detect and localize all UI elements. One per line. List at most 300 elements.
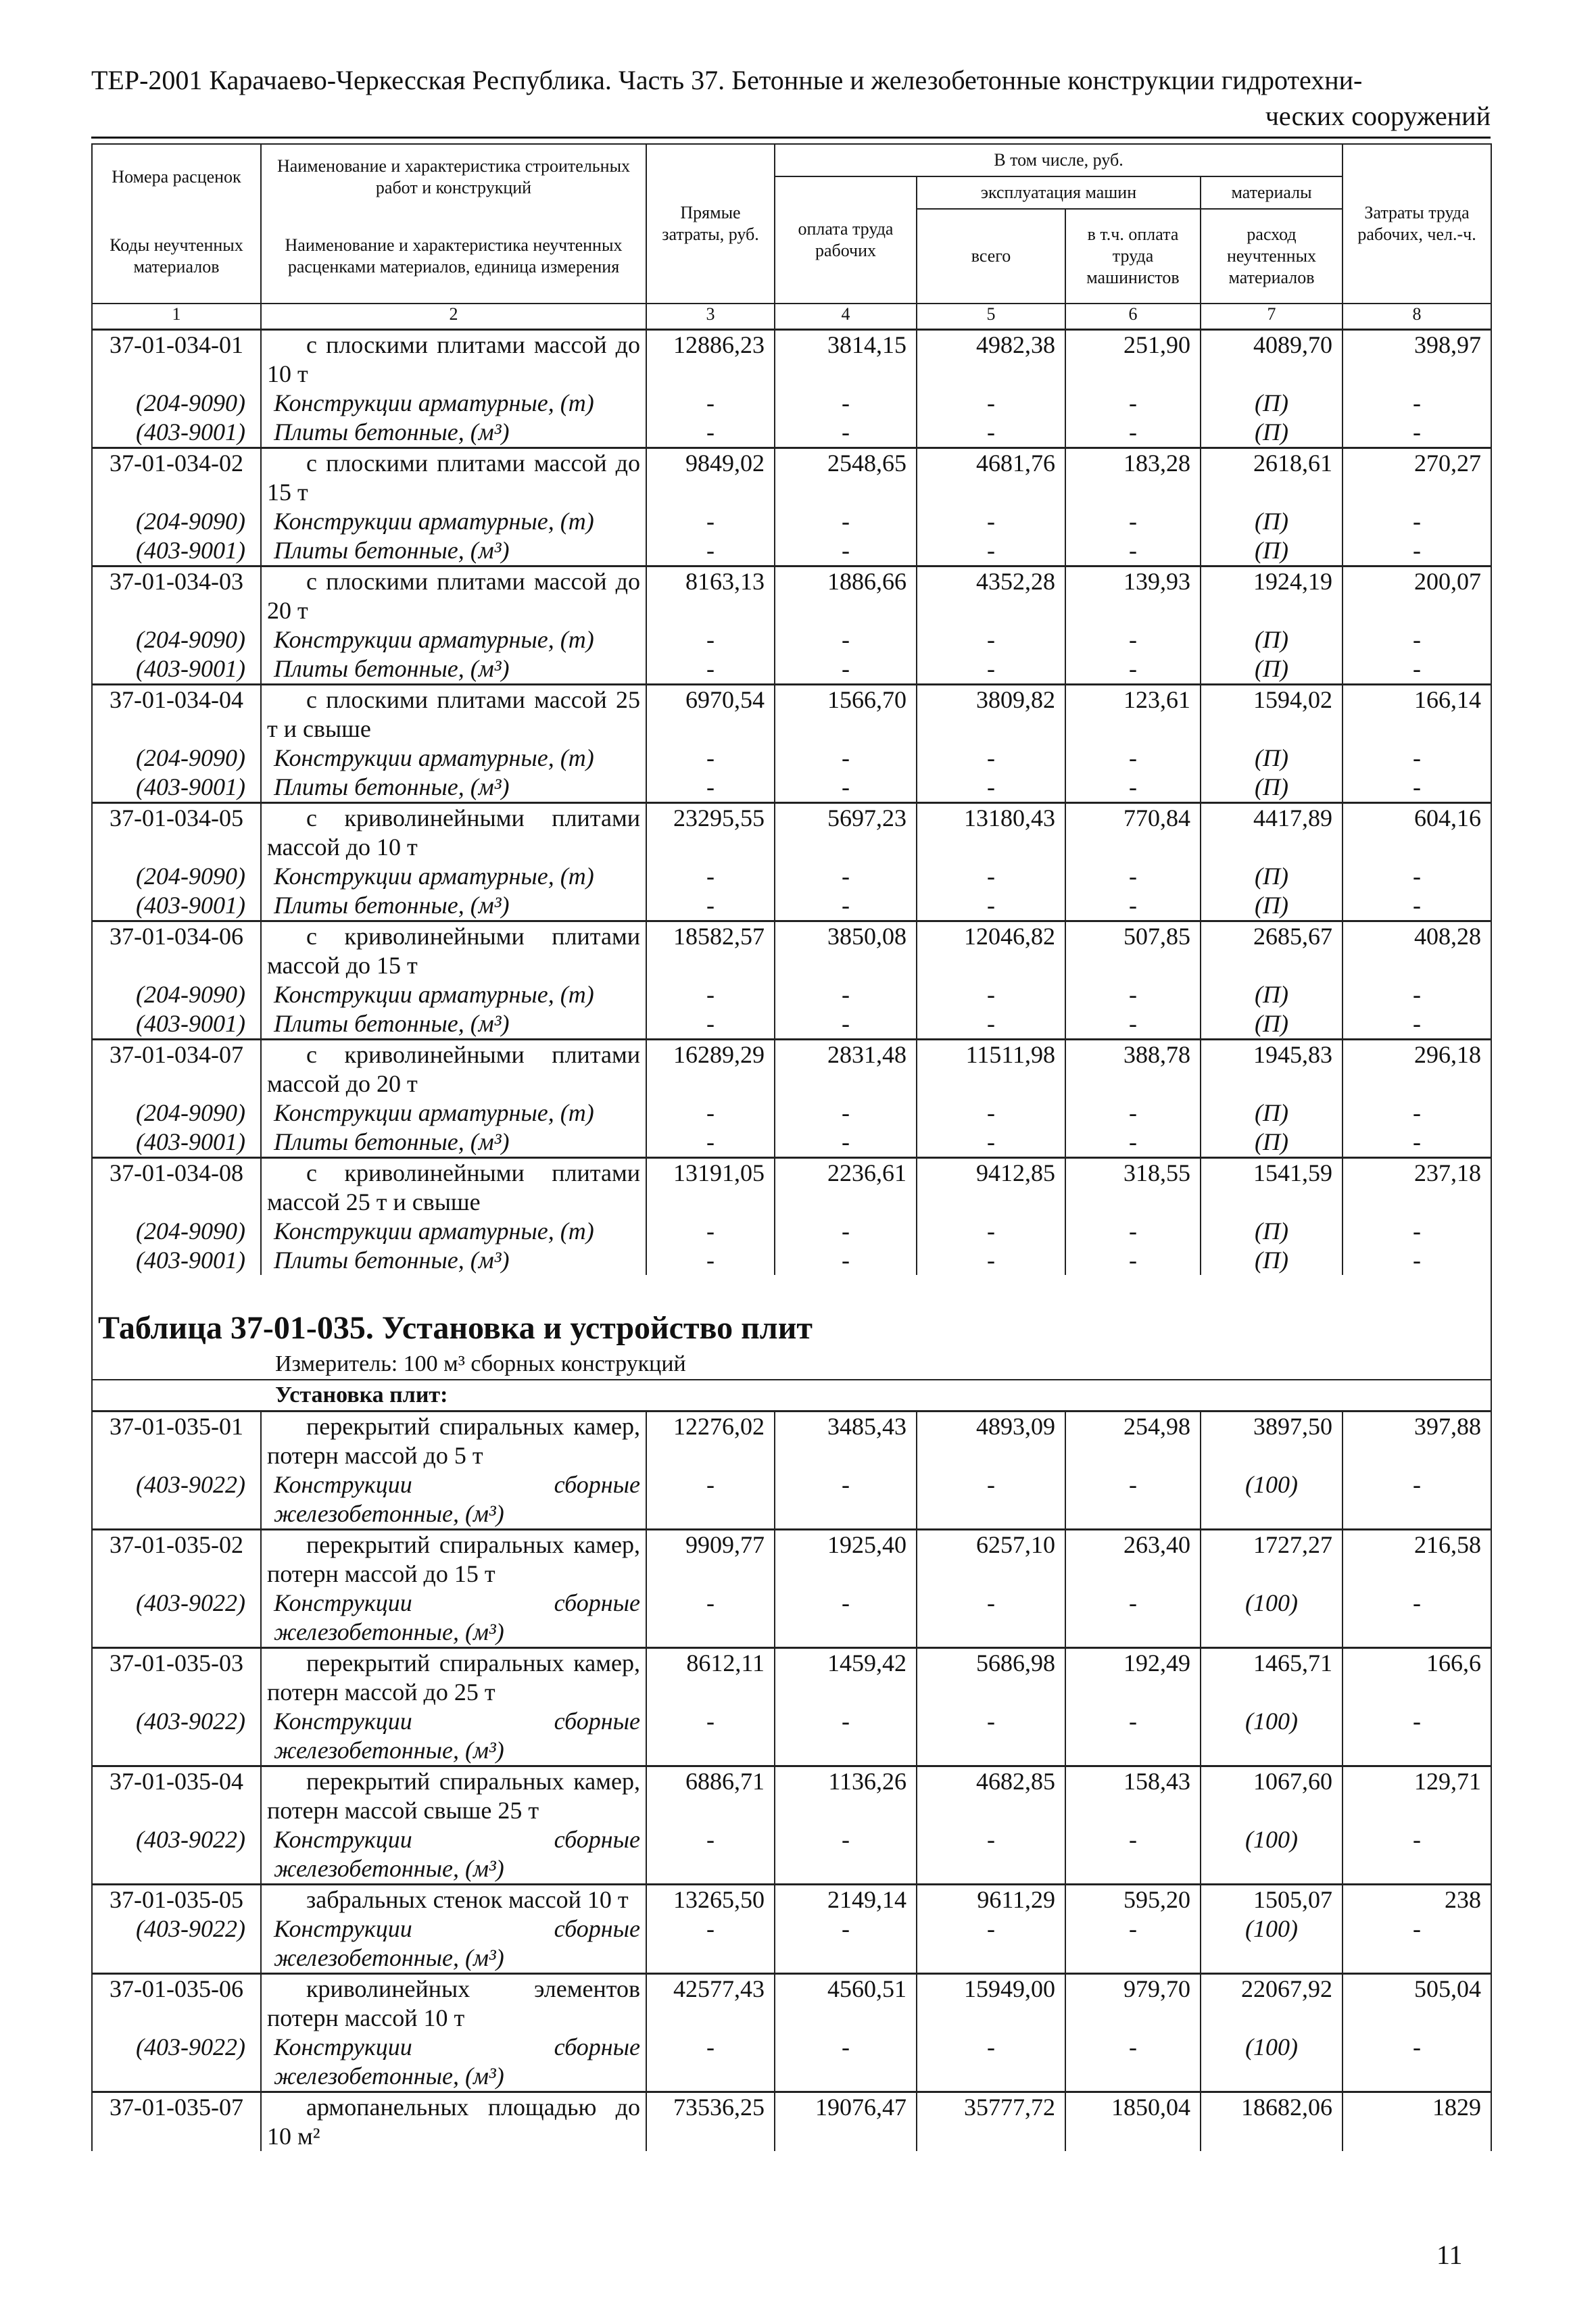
empty-dash: - xyxy=(1343,980,1491,1009)
labor-wages: 5697,23 xyxy=(775,803,917,863)
machine-costs: 5686,98 xyxy=(917,1648,1065,1708)
material-name: Плиты бетонные, (м³) xyxy=(261,1246,646,1275)
empty-dash: - xyxy=(1343,654,1491,685)
machine-costs: 3809,82 xyxy=(917,685,1065,744)
operator-wages: 318,55 xyxy=(1065,1158,1201,1217)
labor-wages: 1566,70 xyxy=(775,685,917,744)
table-row xyxy=(92,1412,1491,1471)
rate-code: 37-01-034-03 xyxy=(92,566,261,626)
empty-dash: - xyxy=(775,1009,917,1040)
header-machines: эксплуатация машин xyxy=(917,176,1201,209)
operator-wages: 254,98 xyxy=(1065,1412,1201,1471)
direct-costs: 12276,02 xyxy=(646,1412,775,1471)
empty-dash: - xyxy=(1343,1825,1491,1885)
direct-costs: 6886,71 xyxy=(646,1766,775,1826)
empty-dash: - xyxy=(775,891,917,921)
labor-hours: 398,97 xyxy=(1343,330,1491,389)
material-name: Плиты бетонные, (м³) xyxy=(261,773,646,803)
material-name: Конструкции сборные железобетонные, (м³) xyxy=(261,1589,646,1648)
empty-dash: - xyxy=(646,418,775,448)
material-name: Конструкции арматурные, (т) xyxy=(261,862,646,891)
empty-dash: - xyxy=(1343,507,1491,536)
operator-wages: 388,78 xyxy=(1065,1040,1201,1099)
empty-dash: - xyxy=(917,2033,1065,2092)
material-costs: 4089,70 xyxy=(1201,330,1343,389)
empty-dash: - xyxy=(775,1707,917,1766)
empty-dash: - xyxy=(1065,1589,1201,1648)
material-name: Плиты бетонные, (м³) xyxy=(261,1128,646,1158)
material-code: (403-9022) xyxy=(92,2033,261,2092)
page-title-line-2: ческих сооружений xyxy=(1265,101,1491,131)
material-quantity: (П) xyxy=(1201,625,1343,654)
empty-dash: - xyxy=(646,773,775,803)
empty-dash: - xyxy=(917,773,1065,803)
work-description: перекрытий спиральных камер, потерн массой до 15 т xyxy=(261,1530,646,1589)
material-name: Плиты бетонные, (м³) xyxy=(261,891,646,921)
rate-code: 37-01-035-04 xyxy=(92,1766,261,1826)
material-quantity: (П) xyxy=(1201,980,1343,1009)
column-number: 7 xyxy=(1201,304,1343,330)
labor-hours: 166,6 xyxy=(1343,1648,1491,1708)
direct-costs: 16289,29 xyxy=(646,1040,775,1099)
empty-dash: - xyxy=(775,507,917,536)
column-number: 8 xyxy=(1343,304,1491,330)
empty-dash: - xyxy=(775,1914,917,1974)
header-col3: Прямые затраты, руб. xyxy=(646,144,775,304)
empty-dash: - xyxy=(1343,1009,1491,1040)
material-code: (403-9022) xyxy=(92,1914,261,1974)
material-row xyxy=(92,1246,1491,1275)
empty-dash: - xyxy=(775,2033,917,2092)
labor-hours: 200,07 xyxy=(1343,566,1491,626)
empty-dash: - xyxy=(1343,536,1491,566)
empty-dash: - xyxy=(775,744,917,773)
empty-dash: - xyxy=(917,536,1065,566)
material-name: Конструкции сборные железобетонные, (м³) xyxy=(261,1825,646,1885)
labor-hours: 604,16 xyxy=(1343,803,1491,863)
table-row xyxy=(92,803,1491,863)
direct-costs: 6970,54 xyxy=(646,685,775,744)
header-col1-top: Номера расценок xyxy=(92,144,261,209)
header-col2-top: Наименование и характеристика строительных работ и конструкций xyxy=(261,144,646,209)
column-number: 6 xyxy=(1065,304,1201,330)
empty-dash: - xyxy=(1343,773,1491,803)
rate-code: 37-01-034-08 xyxy=(92,1158,261,1217)
table-row xyxy=(92,1885,1491,1915)
material-quantity: (100) xyxy=(1201,1914,1343,1974)
table-row xyxy=(92,330,1491,389)
labor-wages: 3485,43 xyxy=(775,1412,917,1471)
empty-dash: - xyxy=(646,389,775,418)
rate-code: 37-01-034-05 xyxy=(92,803,261,863)
empty-dash: - xyxy=(917,418,1065,448)
material-quantity: (П) xyxy=(1201,507,1343,536)
empty-dash: - xyxy=(646,654,775,685)
empty-dash: - xyxy=(917,1217,1065,1246)
material-row xyxy=(92,507,1491,536)
material-costs: 2685,67 xyxy=(1201,921,1343,981)
material-row xyxy=(92,744,1491,773)
empty-dash: - xyxy=(1065,625,1201,654)
title-rule xyxy=(91,137,1491,139)
empty-dash: - xyxy=(1343,891,1491,921)
empty-dash: - xyxy=(1065,654,1201,685)
page-title xyxy=(91,62,1491,134)
material-row xyxy=(92,1589,1491,1648)
column-number: 5 xyxy=(917,304,1065,330)
machine-costs: 15949,00 xyxy=(917,1974,1065,2033)
material-quantity: (П) xyxy=(1201,773,1343,803)
material-row xyxy=(92,536,1491,566)
work-description: с криволинейными плитами массой до 15 т xyxy=(261,921,646,981)
machine-costs: 4352,28 xyxy=(917,566,1065,626)
header-col2-bottom: Наименование и характеристика неучтенных расценками материалов, единица измерения xyxy=(261,209,646,304)
material-costs: 1727,27 xyxy=(1201,1530,1343,1589)
operator-wages: 123,61 xyxy=(1065,685,1201,744)
price-table xyxy=(91,143,1492,2151)
work-description: с плоскими плитами массой до 20 т xyxy=(261,566,646,626)
empty-dash: - xyxy=(1065,773,1201,803)
work-description: перекрытий спиральных камер, потерн массой до 5 т xyxy=(261,1412,646,1471)
direct-costs: 73536,25 xyxy=(646,2092,775,2152)
material-name: Плиты бетонные, (м³) xyxy=(261,536,646,566)
empty-dash: - xyxy=(646,625,775,654)
empty-dash: - xyxy=(646,536,775,566)
work-description: армопанельных площадью до 10 м² xyxy=(261,2092,646,2152)
empty-dash: - xyxy=(917,1707,1065,1766)
column-number: 3 xyxy=(646,304,775,330)
material-quantity: (100) xyxy=(1201,2033,1343,2092)
empty-dash: - xyxy=(1343,1707,1491,1766)
empty-dash: - xyxy=(917,1009,1065,1040)
material-name: Конструкции арматурные, (т) xyxy=(261,507,646,536)
labor-wages: 4560,51 xyxy=(775,1974,917,2033)
material-code: (204-9090) xyxy=(92,1099,261,1128)
empty-dash: - xyxy=(1065,1825,1201,1885)
material-code: (403-9022) xyxy=(92,1589,261,1648)
labor-hours: 1829 xyxy=(1343,2092,1491,2152)
machine-costs: 11511,98 xyxy=(917,1040,1065,1099)
material-row xyxy=(92,1217,1491,1246)
labor-wages: 3814,15 xyxy=(775,330,917,389)
empty-dash: - xyxy=(1065,1009,1201,1040)
work-description: с криволинейными плитами массой до 20 т xyxy=(261,1040,646,1099)
rate-code: 37-01-034-01 xyxy=(92,330,261,389)
empty-dash: - xyxy=(775,536,917,566)
header-group: В том числе, руб. xyxy=(775,144,1343,176)
operator-wages: 1850,04 xyxy=(1065,2092,1201,2152)
operator-wages: 595,20 xyxy=(1065,1885,1201,1915)
empty-dash: - xyxy=(917,1470,1065,1530)
empty-dash: - xyxy=(1343,418,1491,448)
material-costs: 1465,71 xyxy=(1201,1648,1343,1708)
material-code: (403-9001) xyxy=(92,654,261,685)
material-code: (204-9090) xyxy=(92,389,261,418)
empty-dash: - xyxy=(775,1589,917,1648)
labor-hours: 216,58 xyxy=(1343,1530,1491,1589)
material-quantity: (П) xyxy=(1201,1009,1343,1040)
rate-code: 37-01-035-01 xyxy=(92,1412,261,1471)
labor-wages: 1136,26 xyxy=(775,1766,917,1826)
material-row xyxy=(92,1707,1491,1766)
direct-costs: 8612,11 xyxy=(646,1648,775,1708)
material-code: (204-9090) xyxy=(92,862,261,891)
material-code: (403-9001) xyxy=(92,891,261,921)
empty-dash: - xyxy=(917,1246,1065,1275)
empty-dash: - xyxy=(1065,536,1201,566)
machine-costs: 13180,43 xyxy=(917,803,1065,863)
empty-dash: - xyxy=(646,1009,775,1040)
material-row xyxy=(92,773,1491,803)
material-quantity: (100) xyxy=(1201,1707,1343,1766)
work-description: перекрытий спиральных камер, потерн массой до 25 т xyxy=(261,1648,646,1708)
empty-dash: - xyxy=(646,1128,775,1158)
labor-wages: 1886,66 xyxy=(775,566,917,626)
direct-costs: 42577,43 xyxy=(646,1974,775,2033)
empty-dash: - xyxy=(775,980,917,1009)
labor-hours: 129,71 xyxy=(1343,1766,1491,1826)
empty-dash: - xyxy=(1065,389,1201,418)
empty-dash: - xyxy=(646,1217,775,1246)
rate-code: 37-01-034-02 xyxy=(92,448,261,508)
table-row xyxy=(92,1530,1491,1589)
table-title: Таблица 37-01-035. Установка и устройство плит xyxy=(98,1310,813,1346)
empty-dash: - xyxy=(646,1589,775,1648)
rate-code: 37-01-035-05 xyxy=(92,1885,261,1915)
material-row xyxy=(92,654,1491,685)
work-description: с криволинейными плитами массой 25 т и свыше xyxy=(261,1158,646,1217)
work-description: криволинейных элементов потерн массой 10 т xyxy=(261,1974,646,2033)
page-title-line-1: ТЕР-2001 Карачаево-Черкесская Республика. Часть 37. Бетонные и железобетонные конструкции гидротехни- xyxy=(91,65,1363,95)
header-col1-bottom: Коды неучтенных материалов xyxy=(92,209,261,304)
material-row xyxy=(92,1914,1491,1974)
empty-dash: - xyxy=(1343,862,1491,891)
empty-dash: - xyxy=(775,389,917,418)
labor-hours: 408,28 xyxy=(1343,921,1491,981)
material-code: (403-9022) xyxy=(92,1470,261,1530)
material-name: Конструкции арматурные, (т) xyxy=(261,1099,646,1128)
table-row xyxy=(92,921,1491,981)
labor-wages: 1925,40 xyxy=(775,1530,917,1589)
rate-code: 37-01-034-07 xyxy=(92,1040,261,1099)
empty-dash: - xyxy=(775,1099,917,1128)
machine-costs: 6257,10 xyxy=(917,1530,1065,1589)
empty-dash: - xyxy=(917,1914,1065,1974)
measure-cell xyxy=(92,1349,1491,1380)
work-description: с плоскими плитами массой до 15 т xyxy=(261,448,646,508)
material-quantity: (100) xyxy=(1201,1470,1343,1530)
material-code: (403-9022) xyxy=(92,1825,261,1885)
header-materials: материалы xyxy=(1201,176,1343,209)
empty-dash: - xyxy=(775,1470,917,1530)
rate-code: 37-01-035-07 xyxy=(92,2092,261,2152)
material-costs: 1924,19 xyxy=(1201,566,1343,626)
material-costs: 2618,61 xyxy=(1201,448,1343,508)
material-name: Конструкции арматурные, (т) xyxy=(261,980,646,1009)
table-row xyxy=(92,1040,1491,1099)
material-row xyxy=(92,980,1491,1009)
header-col8: Затраты труда рабочих, чел.-ч. xyxy=(1343,144,1491,304)
empty-dash: - xyxy=(646,862,775,891)
empty-dash: - xyxy=(1065,1707,1201,1766)
empty-dash: - xyxy=(1065,1470,1201,1530)
empty-dash: - xyxy=(646,1246,775,1275)
rate-code: 37-01-035-03 xyxy=(92,1648,261,1708)
empty-dash: - xyxy=(917,654,1065,685)
empty-dash: - xyxy=(1065,418,1201,448)
work-description: забральных стенок массой 10 т xyxy=(261,1885,646,1915)
table-row xyxy=(92,685,1491,744)
empty-dash: - xyxy=(646,744,775,773)
material-row xyxy=(92,418,1491,448)
header-col4: оплата труда рабочих xyxy=(775,176,917,304)
labor-wages: 2149,14 xyxy=(775,1885,917,1915)
empty-dash: - xyxy=(917,389,1065,418)
material-code: (403-9001) xyxy=(92,418,261,448)
empty-dash: - xyxy=(775,1128,917,1158)
rate-code: 37-01-035-02 xyxy=(92,1530,261,1589)
machine-costs: 9611,29 xyxy=(917,1885,1065,1915)
machine-costs: 4682,85 xyxy=(917,1766,1065,1826)
header-col6: в т.ч. оплата труда машинистов xyxy=(1065,209,1201,304)
empty-dash: - xyxy=(1343,1128,1491,1158)
material-quantity: (П) xyxy=(1201,418,1343,448)
material-code: (403-9001) xyxy=(92,1128,261,1158)
material-name: Конструкции арматурные, (т) xyxy=(261,1217,646,1246)
table-row xyxy=(92,1974,1491,2033)
empty-dash: - xyxy=(917,1589,1065,1648)
empty-dash: - xyxy=(775,1825,917,1885)
labor-wages: 1459,42 xyxy=(775,1648,917,1708)
material-costs: 4417,89 xyxy=(1201,803,1343,863)
material-row xyxy=(92,625,1491,654)
machine-costs: 35777,72 xyxy=(917,2092,1065,2152)
rate-code: 37-01-035-06 xyxy=(92,1974,261,2033)
material-quantity: (П) xyxy=(1201,536,1343,566)
labor-wages: 2548,65 xyxy=(775,448,917,508)
table-row xyxy=(92,1158,1491,1217)
material-name: Плиты бетонные, (м³) xyxy=(261,418,646,448)
material-code: (403-9001) xyxy=(92,536,261,566)
operator-wages: 770,84 xyxy=(1065,803,1201,863)
empty-dash: - xyxy=(646,1470,775,1530)
material-costs: 1541,59 xyxy=(1201,1158,1343,1217)
empty-dash: - xyxy=(1065,1246,1201,1275)
direct-costs: 12886,23 xyxy=(646,330,775,389)
empty-dash: - xyxy=(1065,980,1201,1009)
empty-dash: - xyxy=(917,507,1065,536)
direct-costs: 9849,02 xyxy=(646,448,775,508)
empty-dash: - xyxy=(646,1707,775,1766)
work-description: перекрытий спиральных камер, потерн массой свыше 25 т xyxy=(261,1766,646,1826)
material-code: (403-9022) xyxy=(92,1707,261,1766)
machine-costs: 12046,82 xyxy=(917,921,1065,981)
empty-dash: - xyxy=(775,1217,917,1246)
material-name: Конструкции сборные железобетонные, (м³) xyxy=(261,1470,646,1530)
empty-dash: - xyxy=(917,980,1065,1009)
empty-dash: - xyxy=(1343,389,1491,418)
table-title-row xyxy=(92,1275,1491,1349)
labor-wages: 2236,61 xyxy=(775,1158,917,1217)
material-row xyxy=(92,1470,1491,1530)
empty-dash: - xyxy=(646,1825,775,1885)
column-number-row xyxy=(92,304,1491,330)
rate-code: 37-01-034-06 xyxy=(92,921,261,981)
material-quantity: (100) xyxy=(1201,1589,1343,1648)
material-row xyxy=(92,389,1491,418)
material-name: Конструкции арматурные, (т) xyxy=(261,625,646,654)
empty-dash: - xyxy=(1065,507,1201,536)
empty-dash: - xyxy=(775,625,917,654)
material-quantity: (100) xyxy=(1201,1825,1343,1885)
header-col7: расход неучтенных материалов xyxy=(1201,209,1343,304)
material-code: (204-9090) xyxy=(92,744,261,773)
column-number: 4 xyxy=(775,304,917,330)
rate-code: 37-01-034-04 xyxy=(92,685,261,744)
empty-dash: - xyxy=(917,862,1065,891)
material-costs: 1945,83 xyxy=(1201,1040,1343,1099)
direct-costs: 13191,05 xyxy=(646,1158,775,1217)
material-quantity: (П) xyxy=(1201,389,1343,418)
operator-wages: 183,28 xyxy=(1065,448,1201,508)
empty-dash: - xyxy=(1065,891,1201,921)
direct-costs: 8163,13 xyxy=(646,566,775,626)
material-row xyxy=(92,891,1491,921)
empty-dash: - xyxy=(1343,625,1491,654)
page-number: 11 xyxy=(1436,2240,1463,2270)
labor-hours: 237,18 xyxy=(1343,1158,1491,1217)
labor-hours: 238 xyxy=(1343,1885,1491,1915)
material-costs: 22067,92 xyxy=(1201,1974,1343,2033)
material-quantity: (П) xyxy=(1201,744,1343,773)
material-quantity: (П) xyxy=(1201,891,1343,921)
material-code: (403-9001) xyxy=(92,1246,261,1275)
machine-costs: 4982,38 xyxy=(917,330,1065,389)
empty-dash: - xyxy=(646,891,775,921)
empty-dash: - xyxy=(1065,862,1201,891)
material-quantity: (П) xyxy=(1201,1128,1343,1158)
material-costs: 1067,60 xyxy=(1201,1766,1343,1826)
material-name: Конструкции сборные железобетонные, (м³) xyxy=(261,2033,646,2092)
material-quantity: (П) xyxy=(1201,1246,1343,1275)
empty-dash: - xyxy=(1343,1099,1491,1128)
table-row xyxy=(92,2092,1491,2152)
material-name: Конструкции сборные железобетонные, (м³) xyxy=(261,1707,646,1766)
empty-dash: - xyxy=(917,891,1065,921)
material-quantity: (П) xyxy=(1201,862,1343,891)
empty-dash: - xyxy=(1065,1914,1201,1974)
column-number: 2 xyxy=(261,304,646,330)
material-row xyxy=(92,1009,1491,1040)
material-costs: 18682,06 xyxy=(1201,2092,1343,2152)
install-row xyxy=(92,1380,1491,1412)
labor-hours: 296,18 xyxy=(1343,1040,1491,1099)
empty-dash: - xyxy=(1065,1217,1201,1246)
empty-dash: - xyxy=(775,418,917,448)
material-quantity: (П) xyxy=(1201,1217,1343,1246)
empty-dash: - xyxy=(646,980,775,1009)
column-number: 1 xyxy=(92,304,261,330)
header-col5: всего xyxy=(917,209,1065,304)
empty-dash: - xyxy=(1343,1246,1491,1275)
material-name: Плиты бетонные, (м³) xyxy=(261,1009,646,1040)
install-cell xyxy=(92,1380,1491,1412)
material-code: (204-9090) xyxy=(92,1217,261,1246)
machine-costs: 9412,85 xyxy=(917,1158,1065,1217)
empty-dash: - xyxy=(1065,1099,1201,1128)
work-description: с плоскими плитами массой 25 т и свыше xyxy=(261,685,646,744)
material-code: (204-9090) xyxy=(92,507,261,536)
